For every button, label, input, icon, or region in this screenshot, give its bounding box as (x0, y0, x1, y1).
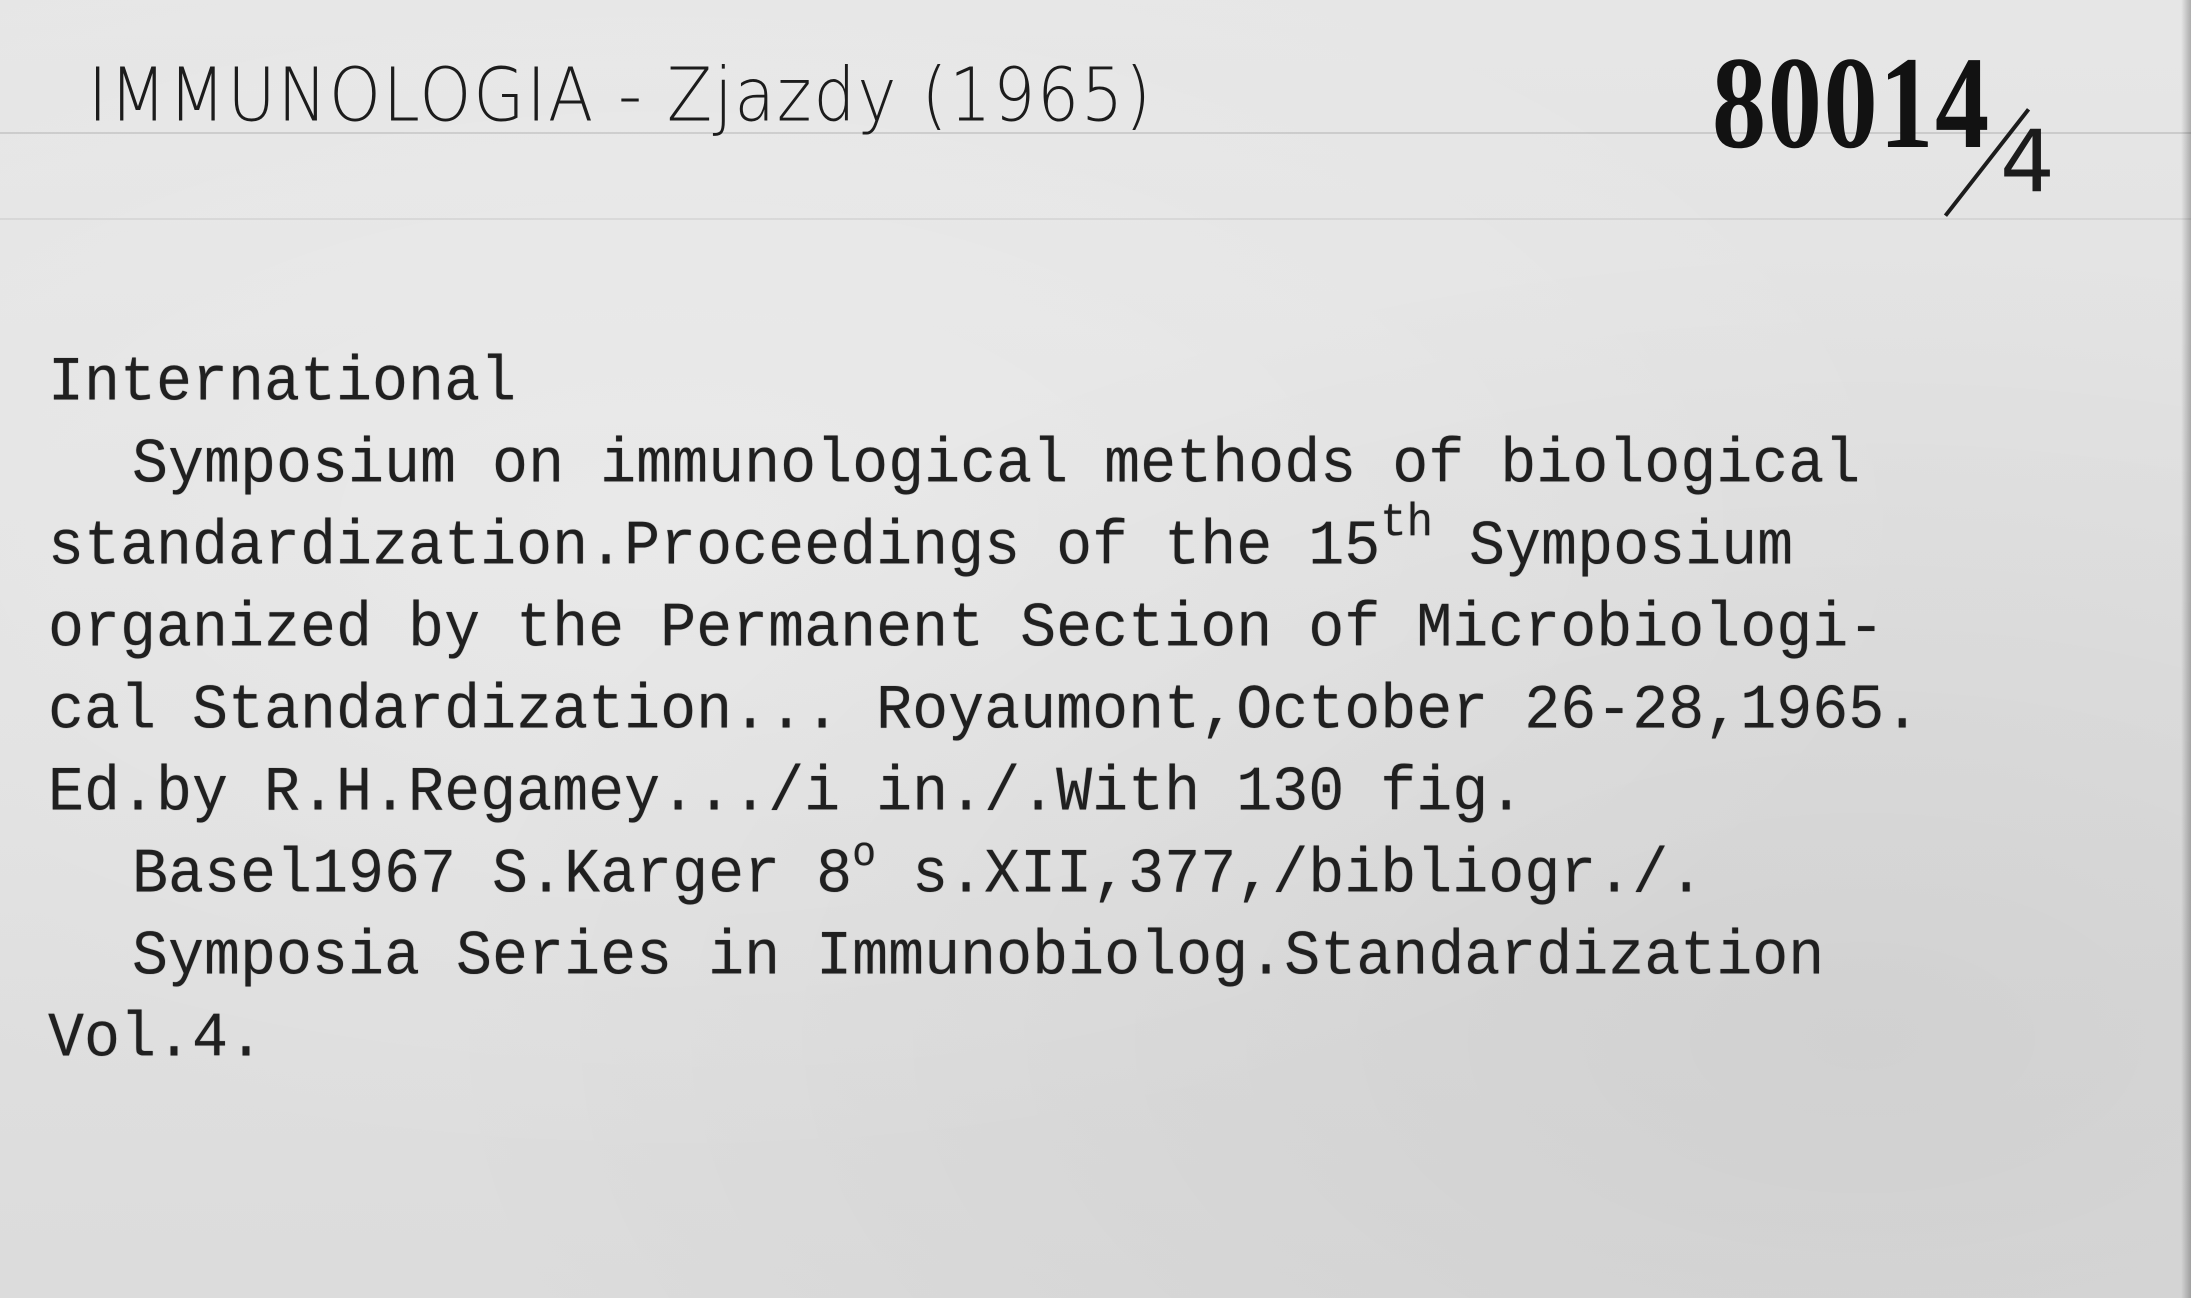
entry-text: Symposia Series in Immunobiolog.Standardization (132, 922, 1825, 994)
entry-line (48, 348, 516, 419)
entry-text: standardization.Proceedings of the 15 (48, 512, 1381, 584)
entry-text: cal Standardization... Royaumont,October 26-28,1965. (48, 676, 1921, 748)
entry-text: Symposium on immunological methods of biological (132, 430, 1861, 502)
entry-text: Basel1967 S.Karger 8 (132, 840, 853, 912)
superscript-o: o (852, 831, 877, 879)
entry-line (132, 922, 1824, 993)
card-edge-shadow (2181, 0, 2191, 1298)
entry-text: Ed.by R.H.Regamey.../i in./.With 130 fig. (48, 758, 1525, 830)
card-rule-line (0, 218, 2191, 220)
subject-heading: IMMUNOLOGIA - Zjazdy (1965) (88, 52, 1153, 139)
entry-text: s.XII,377,/bibliogr./. (876, 840, 1705, 912)
call-number: 80014 (1712, 29, 1991, 176)
entry-text: International (48, 348, 517, 420)
entry-text: organized by the Permanent Section of Microbiologi- (48, 594, 1885, 666)
entry-line (48, 1004, 264, 1075)
entry-line (132, 831, 1705, 912)
entry-line (48, 758, 1524, 829)
entry-line (132, 430, 1860, 501)
superscript-th: th (1380, 497, 1434, 550)
entry-text: Symposium (1469, 512, 1794, 584)
entry-line (48, 497, 1794, 584)
call-number-suffix: 4 (2000, 112, 2055, 212)
entry-text: Vol.4. (48, 1004, 265, 1076)
entry-line (48, 594, 1884, 665)
entry-line (48, 676, 1920, 747)
